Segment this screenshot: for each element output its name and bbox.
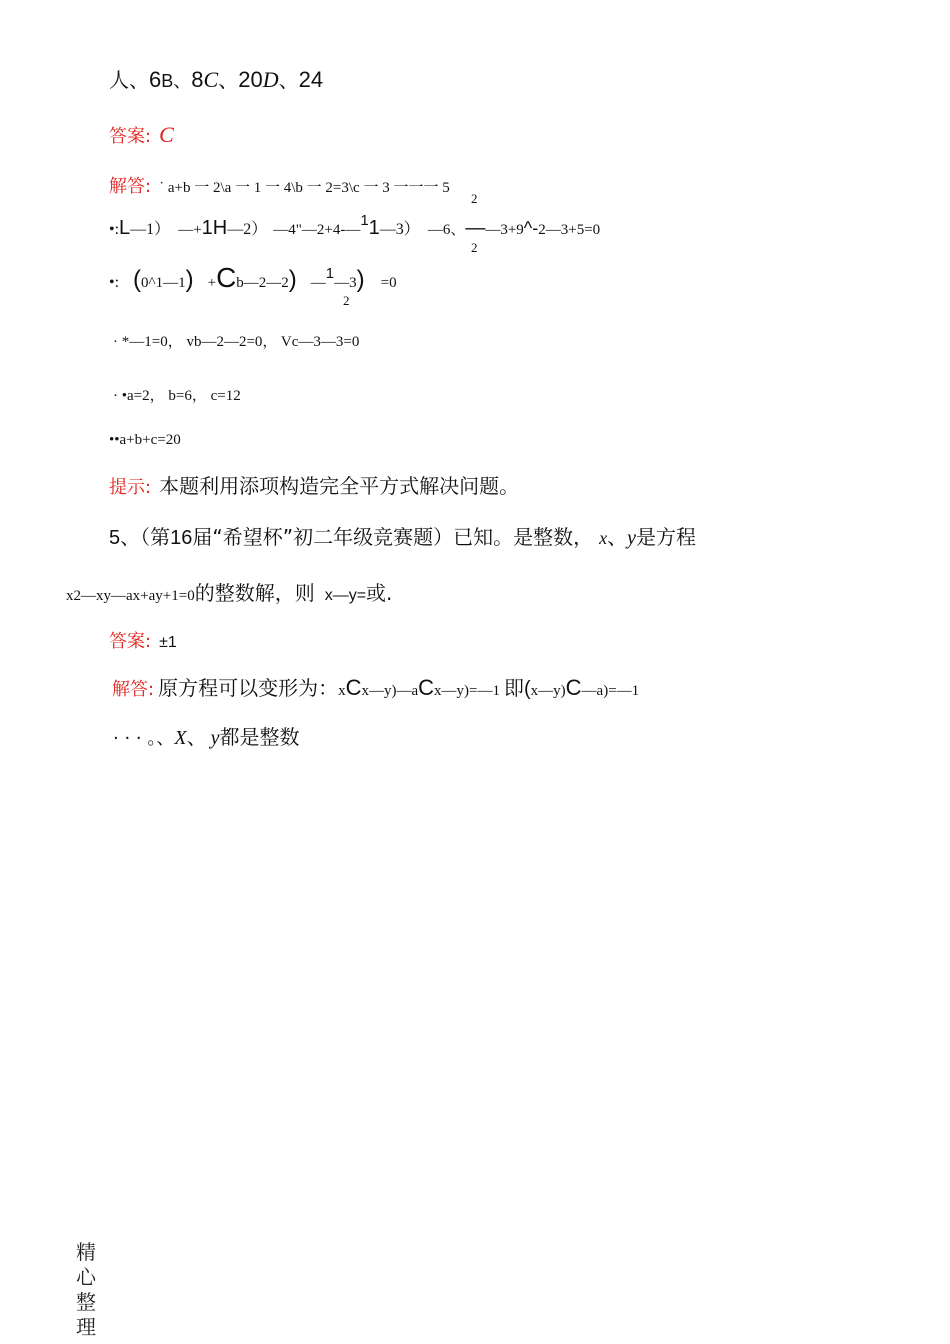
math-paren: ( — [133, 266, 142, 293]
math-fragment: —2） — [227, 221, 268, 238]
problem-text: 16 — [170, 527, 193, 549]
math-fragment: x—y) — [530, 683, 566, 699]
math-fragment: x — [338, 683, 346, 699]
math-paren: ) — [356, 266, 365, 293]
math-superscript: 1 — [360, 212, 369, 229]
answer-label: 答案: — [109, 126, 152, 147]
math-fragment: —1） — [130, 221, 171, 238]
option-d-marker: D — [262, 67, 279, 92]
math-paren: ) — [185, 266, 194, 293]
solution-5-line-2 — [113, 721, 299, 750]
problem-text: 的整数解，则 — [194, 581, 315, 605]
math-fragment: —4"—2+4-— — [273, 222, 361, 238]
hint-1 — [109, 470, 519, 499]
math-fragment: — — [465, 217, 486, 239]
math-fragment: — — [310, 275, 326, 291]
solution-1-line-1-subscript: 2 — [471, 191, 478, 206]
solution-1-text-1: ˙ a+b 一 2\a 一 1 一 4\b 一 2=3\c 一 3 一一一 5 — [159, 180, 450, 196]
bullet-therefore: •: — [109, 274, 120, 291]
hint-label: 提示: — [109, 477, 152, 498]
solution-text: 原方程可以变形为： — [158, 676, 339, 700]
math-fragment: —3） — [379, 221, 420, 238]
problem-text: 、（第 — [120, 525, 171, 549]
answer-label: 答案: — [109, 631, 152, 652]
solution-1-line-4: · *—1=0， vb—2—2=0， Vc—3—3=0 — [113, 334, 360, 350]
math-var-y: y — [627, 527, 636, 549]
math-fragment: x—y)—a — [361, 683, 419, 699]
problem-text: 或. — [366, 581, 393, 605]
math-paren: ( — [523, 678, 531, 700]
solution-1-line-3-subscript: 2 — [343, 293, 350, 308]
solution-1-line-6: ••a+b+c=20 — [109, 432, 181, 448]
option-d-value: 24 — [298, 67, 324, 92]
math-fragment: + — [207, 275, 217, 291]
problem-number: 5 — [109, 527, 121, 549]
math-fragment: C — [418, 675, 435, 700]
math-superscript: 1 — [325, 265, 335, 282]
option-b-marker: B、 — [161, 71, 192, 91]
equation: x2—xy—ax+ay+1=0 — [66, 588, 195, 604]
bullet-therefore: •: — [109, 221, 120, 238]
problem-5-line-1 — [109, 521, 696, 550]
solution-1-line-1 — [109, 172, 450, 198]
problem-text: 届“希望杯”初二年级竞赛题）已知。是整数， — [192, 525, 594, 549]
math-fragment: b—2—2 — [236, 275, 289, 291]
option-d-sep: 、 — [278, 68, 299, 92]
solution-1-line-2 — [109, 212, 601, 240]
solution-1-line-2-subscript: 2 — [471, 240, 478, 255]
math-fragment: —3+9 — [485, 222, 524, 238]
solution-text: · · · 。、 — [113, 728, 175, 749]
math-fragment: —+ — [178, 222, 202, 238]
math-fragment: =0 — [380, 275, 397, 291]
math-fragment: C — [216, 262, 237, 293]
math-fragment: —6、 — [427, 222, 466, 238]
option-a-value: 6 — [149, 67, 162, 92]
math-fragment: C — [345, 675, 362, 700]
math-var-x: x — [599, 528, 608, 548]
option-a-marker: 人、 — [109, 68, 149, 92]
answer-value: C — [159, 122, 174, 147]
problem-text: 、 — [607, 525, 628, 549]
problem-text: 是方程 — [636, 525, 696, 549]
option-c-sep: 、 — [218, 68, 239, 92]
hint-text: 本题利用添项构造完全平方式解决问题。 — [159, 474, 520, 498]
solution-label: 解答: — [109, 176, 152, 197]
math-fragment: —3 — [334, 275, 357, 291]
math-fragment: 2—3+5=0 — [538, 222, 601, 238]
options-line — [109, 64, 323, 93]
option-b-value: 8 — [191, 67, 204, 92]
math-fragment: x—y)=—1 — [434, 683, 500, 699]
answer-5 — [109, 627, 177, 653]
math-fragment: 1 — [368, 217, 380, 239]
math-var-x: X — [174, 727, 187, 749]
math-fragment: 1H — [201, 217, 228, 239]
math-fragment: C — [565, 675, 582, 700]
solution-text: 、 — [186, 725, 207, 749]
solution-text: 即 — [503, 676, 524, 700]
math-paren: ) — [288, 266, 297, 293]
option-c-value: 20 — [238, 67, 263, 92]
solution-1-line-5: · •a=2， b=6， c=12 — [113, 388, 241, 404]
option-c-marker: C — [203, 67, 219, 92]
math-fragment: 0^1—1 — [141, 275, 186, 291]
solution-text: 都是整数 — [219, 725, 300, 749]
solution-1-line-3 — [109, 262, 397, 294]
math-var-y: y — [210, 727, 220, 749]
solution-label: 解答: — [112, 679, 155, 700]
answer-value: ±1 — [159, 634, 177, 651]
answer-1 — [109, 122, 174, 148]
footer-vertical-text: 精心整理 — [76, 1240, 96, 1339]
problem-5-line-2 — [66, 577, 392, 606]
math-fragment: —a)=—1 — [581, 683, 640, 699]
solution-5-line-1 — [112, 672, 639, 701]
math-expression: x—y= — [324, 587, 367, 604]
math-fragment: L — [119, 217, 131, 239]
math-fragment: ^- — [523, 218, 539, 238]
